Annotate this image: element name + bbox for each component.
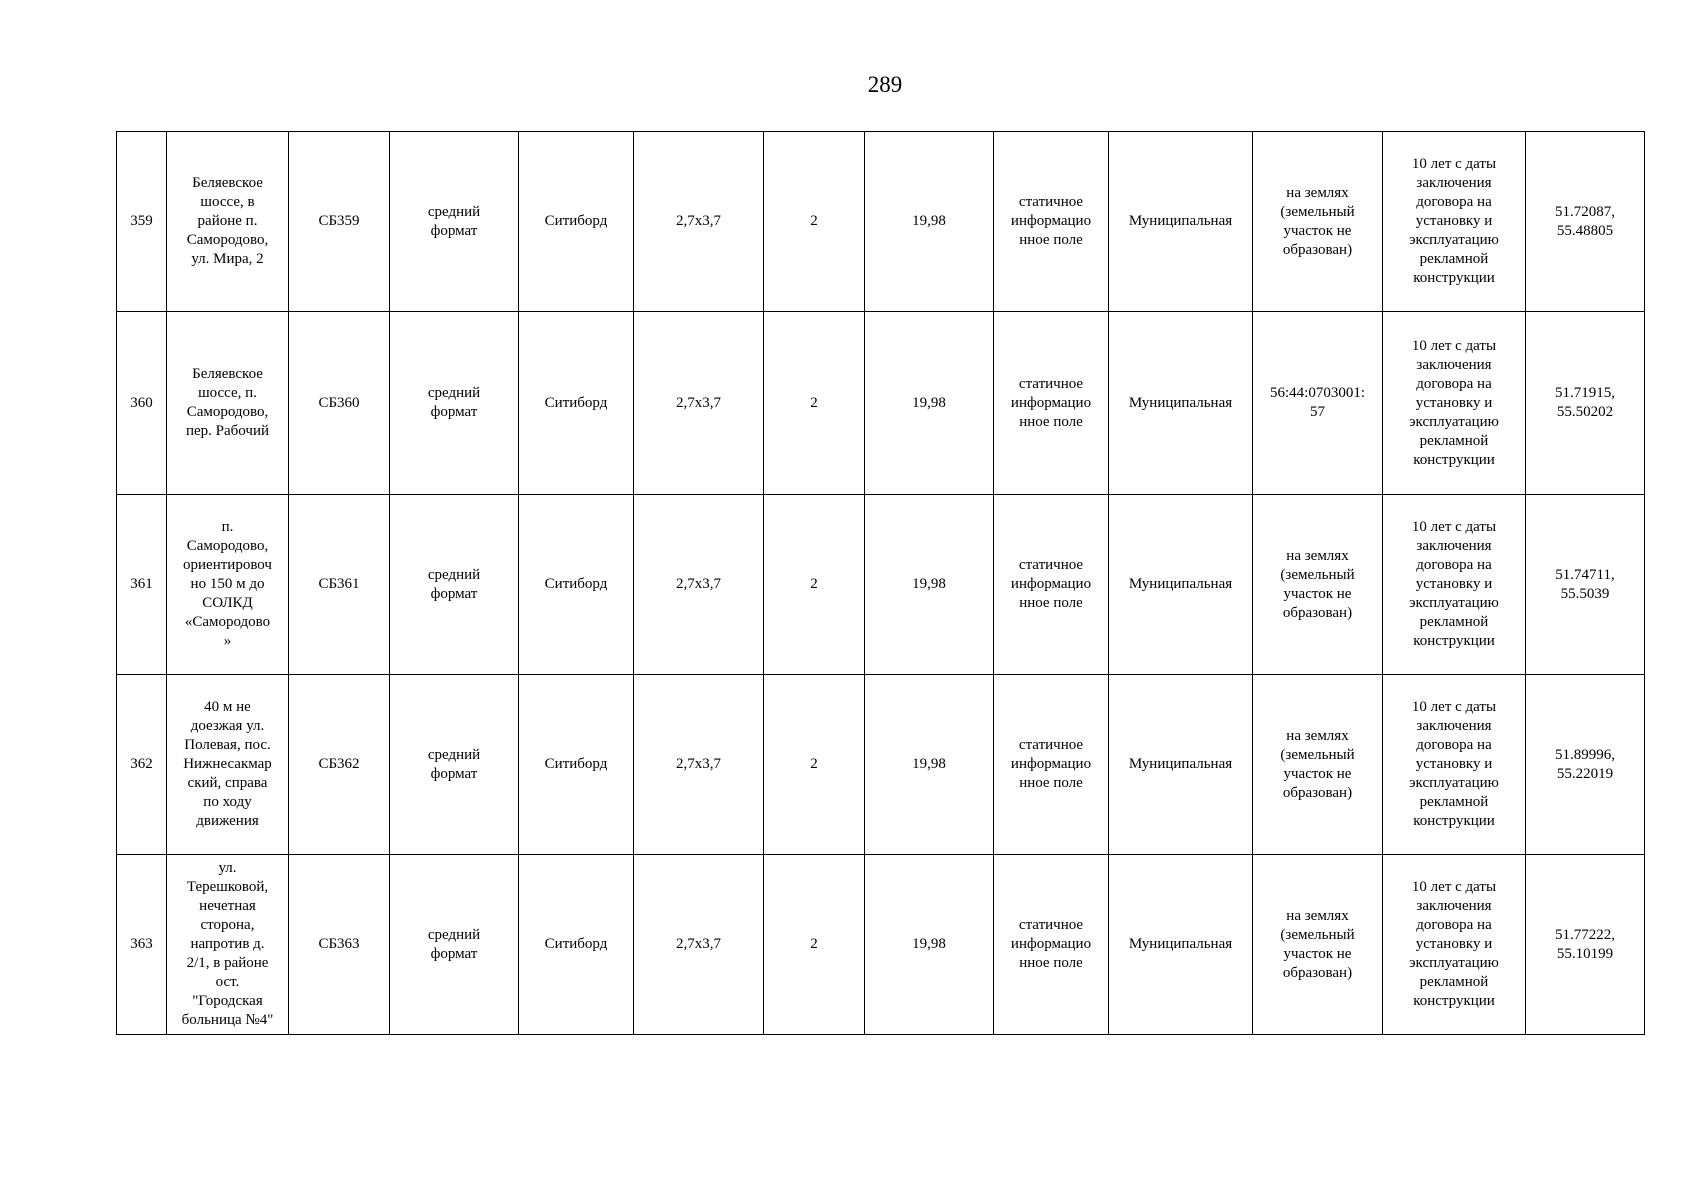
page-number: 289 — [867, 72, 903, 97]
address-cell: Беляевское шоссе, п. Самородово, пер. Рабочий — [167, 312, 289, 495]
row-number-cell: 360 — [117, 312, 167, 495]
term-cell: 10 лет с даты заключения договора на установку и эксплуатацию рекламной конструкции — [1383, 675, 1526, 855]
coordinates-cell: 51.71915, 55.50202 — [1526, 312, 1645, 495]
type-cell: Ситиборд — [519, 132, 634, 312]
format-cell: средний формат — [390, 855, 519, 1035]
term-cell: 10 лет с даты заключения договора на установку и эксплуатацию рекламной конструкции — [1383, 312, 1526, 495]
area-cell: 19,98 — [865, 495, 994, 675]
info-field-cell: статичное информацио нное поле — [994, 312, 1109, 495]
coordinates-cell: 51.72087, 55.48805 — [1526, 132, 1645, 312]
row-number-cell: 359 — [117, 132, 167, 312]
address-cell: Беляевское шоссе, в районе п. Самородово, ул. Мира, 2 — [167, 132, 289, 312]
table-row — [117, 855, 1645, 1035]
format-cell: средний формат — [390, 132, 519, 312]
row-number-cell: 361 — [117, 495, 167, 675]
land-cell: на землях (земельный участок не образован) — [1253, 132, 1383, 312]
ownership-cell: Муниципальная — [1109, 495, 1253, 675]
land-cell: на землях (земельный участок не образован) — [1253, 855, 1383, 1035]
table-row — [117, 312, 1645, 495]
coordinates-cell: 51.77222, 55.10199 — [1526, 855, 1645, 1035]
info-field-cell: статичное информацио нное поле — [994, 495, 1109, 675]
registry-table — [116, 131, 1645, 1035]
address-cell: ул. Терешковой, нечетная сторона, напротив д. 2/1, в районе ост. "Городская больница №4" — [167, 855, 289, 1035]
code-cell: СБ363 — [289, 855, 390, 1035]
size-cell: 2,7х3,7 — [634, 132, 764, 312]
ownership-cell: Муниципальная — [1109, 675, 1253, 855]
code-cell: СБ359 — [289, 132, 390, 312]
size-cell: 2,7х3,7 — [634, 495, 764, 675]
format-cell: средний формат — [390, 675, 519, 855]
address-cell: п. Самородово, ориентировоч но 150 м до СОЛКД «Самородово » — [167, 495, 289, 675]
info-field-cell: статичное информацио нное поле — [994, 675, 1109, 855]
coordinates-cell: 51.89996, 55.22019 — [1526, 675, 1645, 855]
info-field-cell: статичное информацио нное поле — [994, 855, 1109, 1035]
term-cell: 10 лет с даты заключения договора на установку и эксплуатацию рекламной конструкции — [1383, 855, 1526, 1035]
row-number-cell: 362 — [117, 675, 167, 855]
term-cell: 10 лет с даты заключения договора на установку и эксплуатацию рекламной конструкции — [1383, 132, 1526, 312]
row-number-cell: 363 — [117, 855, 167, 1035]
type-cell: Ситиборд — [519, 495, 634, 675]
sides-cell: 2 — [764, 132, 865, 312]
address-cell: 40 м не доезжая ул. Полевая, пос. Нижнесакмар ский, справа по ходу движения — [167, 675, 289, 855]
table-row — [117, 675, 1645, 855]
format-cell: средний формат — [390, 312, 519, 495]
table-row — [117, 495, 1645, 675]
area-cell: 19,98 — [865, 855, 994, 1035]
sides-cell: 2 — [764, 675, 865, 855]
coordinates-cell: 51.74711, 55.5039 — [1526, 495, 1645, 675]
area-cell: 19,98 — [865, 132, 994, 312]
code-cell: СБ361 — [289, 495, 390, 675]
ownership-cell: Муниципальная — [1109, 855, 1253, 1035]
sides-cell: 2 — [764, 312, 865, 495]
type-cell: Ситиборд — [519, 675, 634, 855]
ownership-cell: Муниципальная — [1109, 132, 1253, 312]
table-row — [117, 132, 1645, 312]
area-cell: 19,98 — [865, 312, 994, 495]
size-cell: 2,7х3,7 — [634, 312, 764, 495]
sides-cell: 2 — [764, 495, 865, 675]
land-cell: 56:44:0703001: 57 — [1253, 312, 1383, 495]
sides-cell: 2 — [764, 855, 865, 1035]
format-cell: средний формат — [390, 495, 519, 675]
type-cell: Ситиборд — [519, 312, 634, 495]
ownership-cell: Муниципальная — [1109, 312, 1253, 495]
term-cell: 10 лет с даты заключения договора на установку и эксплуатацию рекламной конструкции — [1383, 495, 1526, 675]
land-cell: на землях (земельный участок не образован) — [1253, 495, 1383, 675]
code-cell: СБ360 — [289, 312, 390, 495]
type-cell: Ситиборд — [519, 855, 634, 1035]
area-cell: 19,98 — [865, 675, 994, 855]
info-field-cell: статичное информацио нное поле — [994, 132, 1109, 312]
land-cell: на землях (земельный участок не образован) — [1253, 675, 1383, 855]
size-cell: 2,7х3,7 — [634, 675, 764, 855]
code-cell: СБ362 — [289, 675, 390, 855]
size-cell: 2,7х3,7 — [634, 855, 764, 1035]
